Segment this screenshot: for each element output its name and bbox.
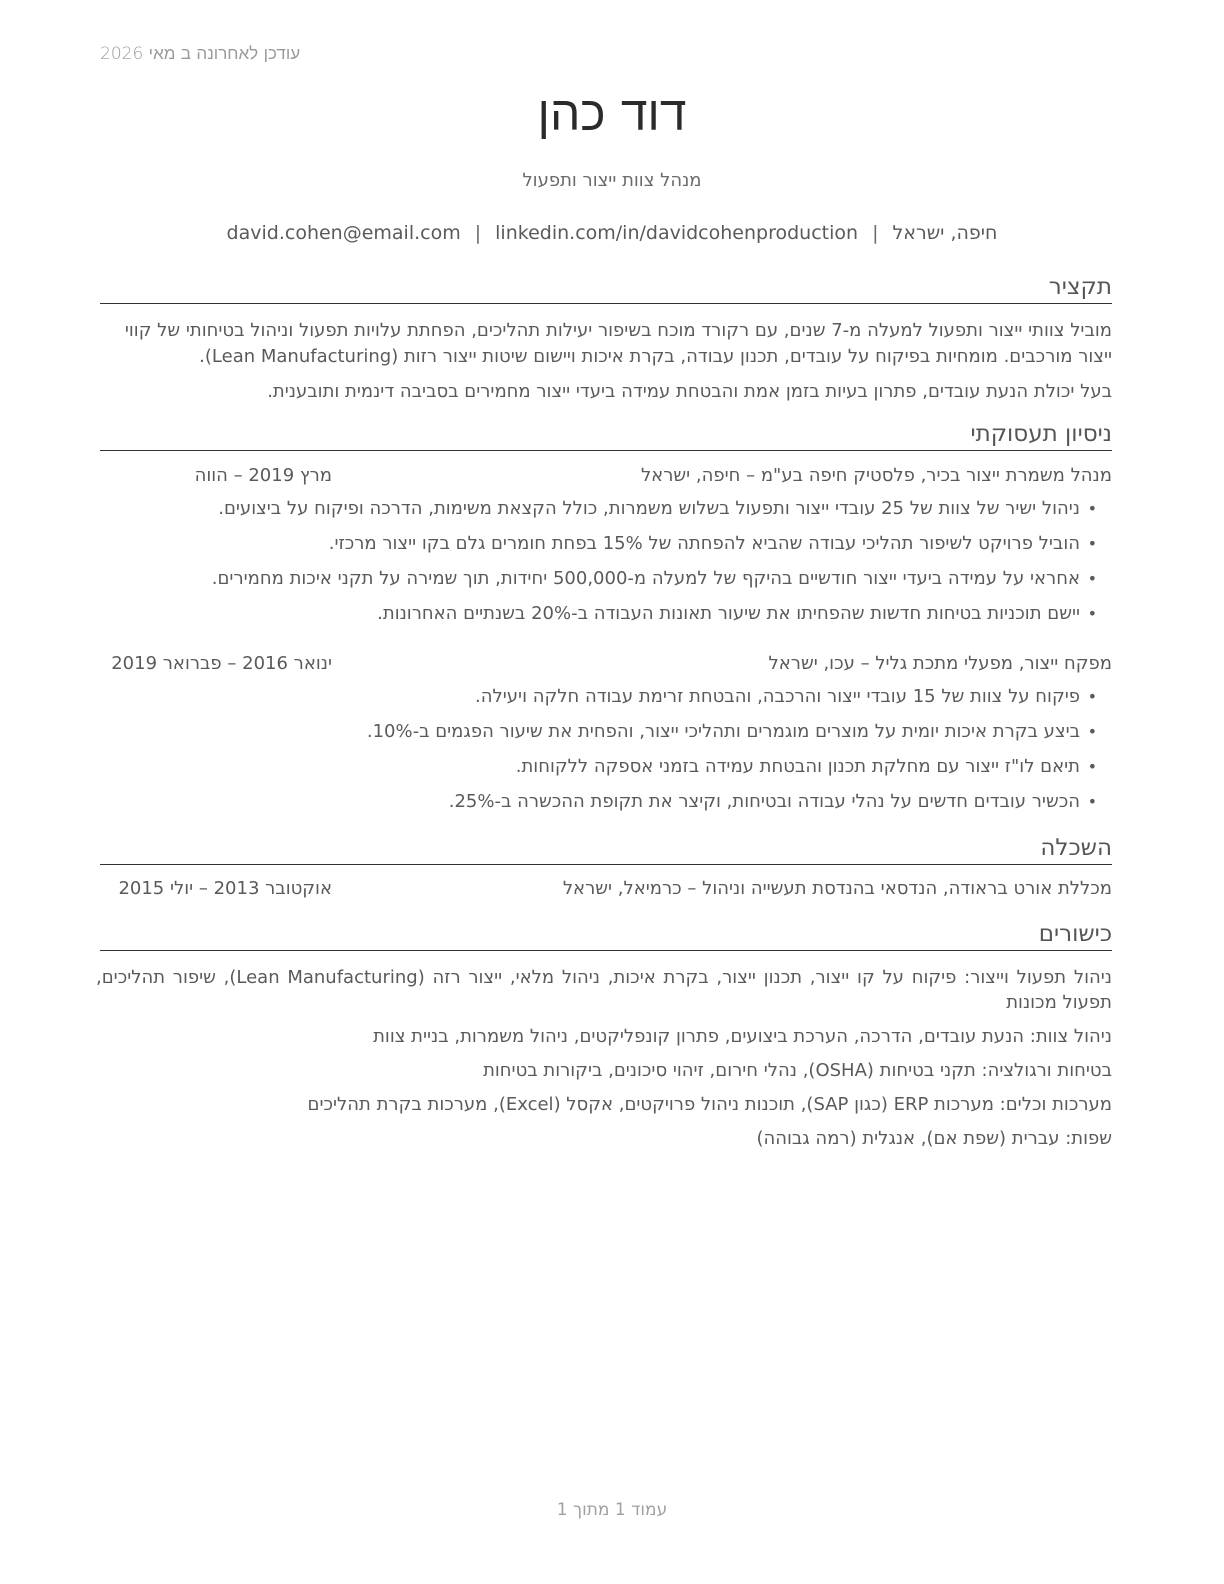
list-item: • הוביל פרויקט לשיפור תהליכי עבודה שהביא להפחתה של 15% בפחת חומרים גלם בקו ייצור מרכזי.	[100, 531, 1097, 566]
list-item: • ביצע בקרת איכות יומית על מוצרים מוגמרים ותהליכי ייצור, והפחית את שיעור הפגמים ב-10%.	[100, 719, 1097, 754]
contact-line	[0, 222, 1224, 244]
education-dates: אוקטובר 2013 – יולי 2015	[118, 878, 332, 899]
summary-paragraph: בעל יכולת הנעת עובדים, פתרון בעיות בזמן אמת והבטחת עמידה ביעדי ייצור מחמירים בסביבה דינמית ותובענית.	[267, 381, 1112, 402]
candidate-title: מנהל צוות ייצור ותפעול	[522, 170, 702, 191]
experience-heading: ניסיון תעסוקתי	[100, 420, 1112, 451]
skills-row: ניהול צוות: הנעת עובדים, הדרכה, הערכת ביצועים, פתרון קונפליקטים, ניהול משמרות, בניית צוות	[373, 1026, 1112, 1047]
job-title-company: מפקח ייצור, מפעלי מתכת גליל – עכו, ישראל	[768, 653, 1112, 674]
job-dates: ינואר 2016 – פברואר 2019	[111, 653, 332, 674]
linkedin-link[interactable]: linkedin.com/in/davidcohenproduction	[495, 222, 859, 244]
skills-heading: כישורים	[100, 920, 1112, 951]
job-dates: מרץ 2019 – הווה	[194, 465, 332, 486]
job-header	[100, 653, 1112, 681]
skills-list	[96, 965, 1112, 1160]
email-link[interactable]: david.cohen@email.com	[226, 222, 461, 244]
skills-row: בטיחות ורגולציה: תקני בטיחות (OSHA), נהלי חירום, זיהוי סיכונים, ביקורות בטיחות	[483, 1060, 1112, 1081]
candidate-name: דוד כהן	[537, 86, 687, 142]
skills-row: שפות: עברית (שפת אם), אנגלית (רמה גבוהה)	[756, 1128, 1112, 1149]
list-item: • ניהול ישיר של צוות של 25 עובדי ייצור ותפעול בשלוש משמרות, כולל הקצאת משימות, הדרכה ופיקוח על ביצועים.	[100, 496, 1097, 531]
list-item: • פיקוח על צוות של 15 עובדי ייצור והרכבה, והבטחת זרימת עבודה חלקה ויעילה.	[100, 684, 1097, 719]
list-item: • הכשיר עובדים חדשים על נהלי עבודה ובטיחות, וקיצר את תקופת ההכשרה ב-25%.	[100, 789, 1097, 824]
job-bullets	[100, 684, 1097, 824]
page-number: עמוד 1 מתוך 1	[556, 1500, 668, 1520]
summary-heading: תקציר	[100, 273, 1112, 304]
list-item: • אחראי על עמידה ביעדי ייצור חודשיים בהיקף של למעלה מ-500,000 יחידות, תוך שמירה על תקני איכות מחמירים.	[100, 566, 1097, 601]
list-item: • יישם תוכניות בטיחות חדשות שהפחיתו את שיעור תאונות העבודה ב-20% בשנתיים האחרונות.	[100, 601, 1097, 636]
contact-separator: |	[474, 222, 482, 244]
job-header	[100, 465, 1112, 493]
list-item: • תיאם לו"ז ייצור עם מחלקת תכנון והבטחת עמידה בזמני אספקה ללקוחות.	[100, 754, 1097, 789]
skills-row: מערכות וכלים: מערכות ERP (כגון SAP), תוכנות ניהול פרויקטים, אקסל (Excel), מערכות בקרת תהליכים	[307, 1094, 1112, 1115]
contact-separator: |	[872, 222, 879, 244]
education-entry	[100, 878, 1112, 906]
job-title-company: מנהל משמרת ייצור בכיר, פלסטיק חיפה בע"מ – חיפה, ישראל	[640, 465, 1112, 486]
education-institution: מכללת אורט בראודה, הנדסאי בהנדסת תעשייה וניהול – כרמיאל, ישראל	[562, 878, 1112, 899]
location-text: חיפה, ישראל	[892, 222, 998, 244]
last-updated-note: עודכן לאחרונה ב מאי 2026	[100, 44, 301, 64]
education-heading: השכלה	[100, 834, 1112, 865]
skills-row: ניהול תפעול וייצור: פיקוח על קו ייצור, תכנון ייצור, בקרת איכות, ניהול מלאי, ייצור רזה (Lean Manufacturing), שיפור תהליכים, תפעול מכונות	[96, 967, 1112, 1013]
job-bullets	[100, 496, 1097, 636]
summary-paragraph: מוביל צוותי ייצור ותפעול למעלה מ-7 שנים, עם רקורד מוכח בשיפור יעילות תהליכים, הפחתת עלויות תפעול וניהול בטיחותי של קווי ייצור מורכבים. מומחיות בפיקוח על עובדים, תכנון עבודה, בקרת איכות ויישום שיטות ייצור רזות (Lean Manufacturing).	[124, 320, 1112, 367]
